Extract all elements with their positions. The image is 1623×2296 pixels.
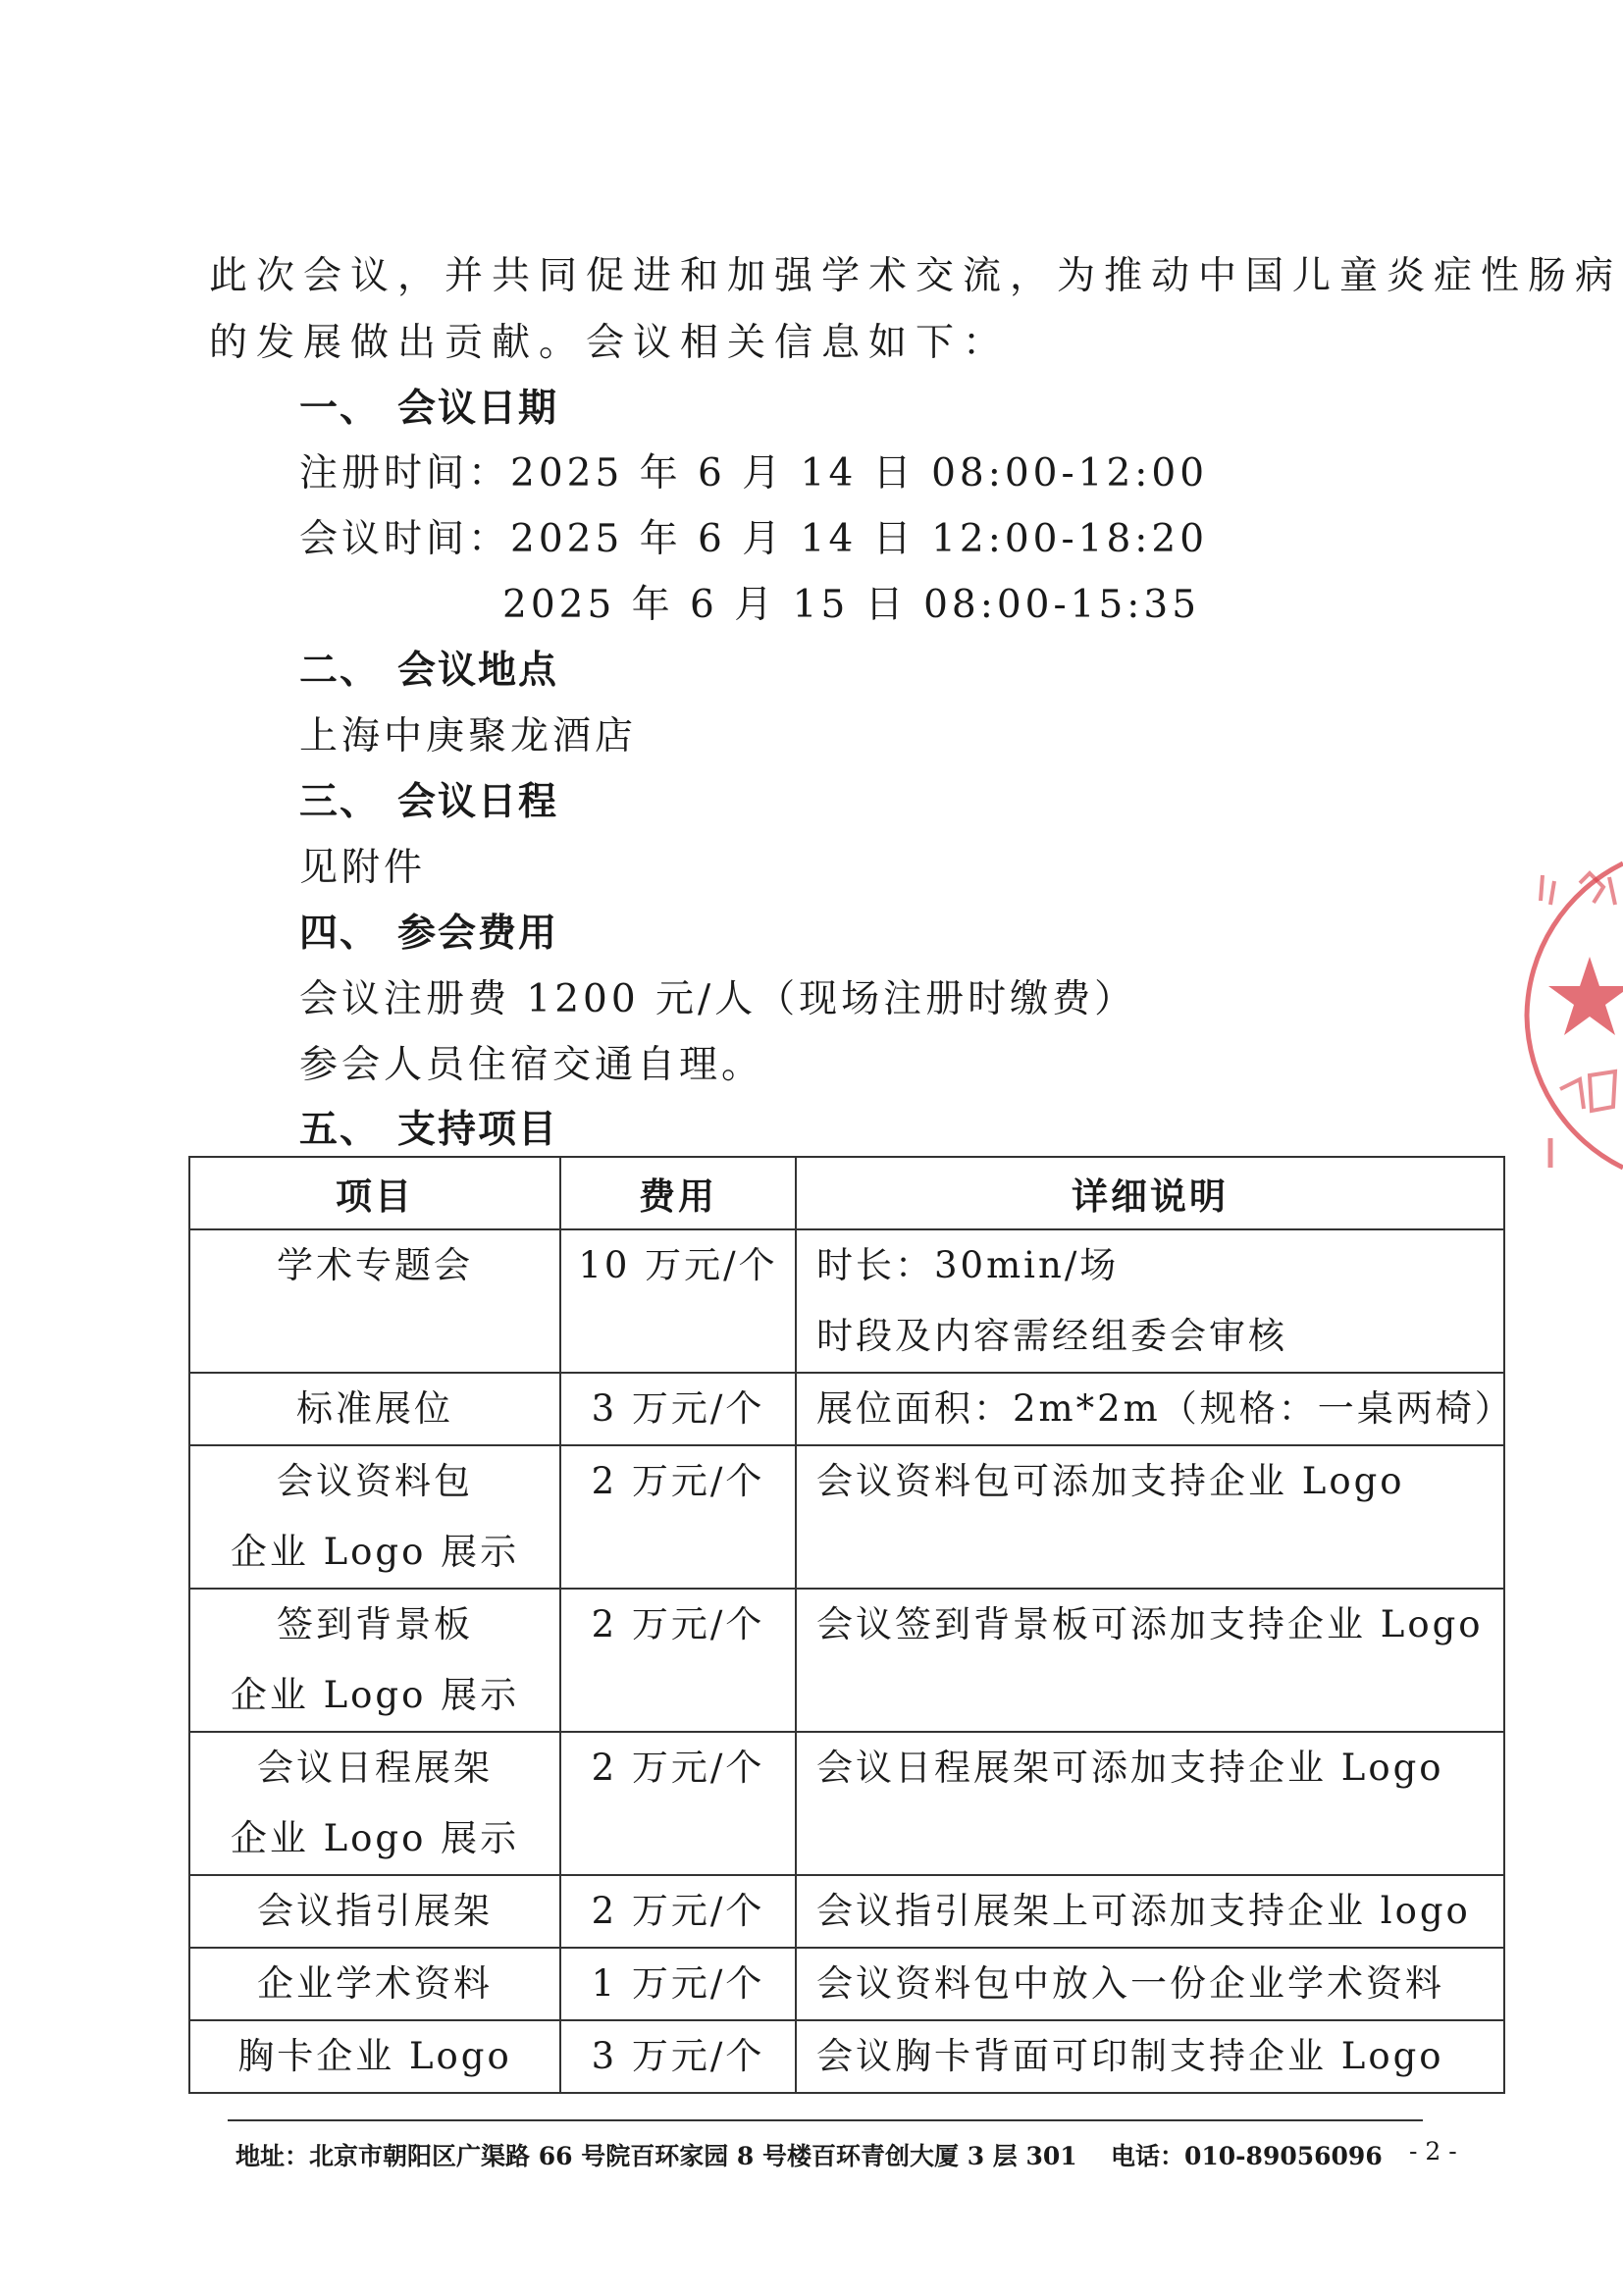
table-row [189, 1229, 1504, 1373]
description-cell [796, 1875, 1504, 1948]
description-cell [796, 1229, 1504, 1373]
footer-phone: 电话：010-89056096 [1111, 2142, 1383, 2170]
fee-value: 2 万元/个 [591, 1747, 765, 1789]
item-cell [189, 1948, 560, 2020]
section-number: 一、 [299, 387, 381, 431]
description-line: 会议指引展架上可添加支持企业 logo [816, 1890, 1471, 1932]
section-number: 二、 [299, 649, 381, 693]
page-number: - 2 - [1409, 2137, 1457, 2166]
item-cell [189, 1373, 560, 1445]
section-title: 参会费用 [397, 912, 559, 956]
description-line: 时段及内容需经组委会审核 [816, 1315, 1287, 1357]
fee-cell [560, 1445, 796, 1589]
footer-divider [228, 2119, 1423, 2121]
fee-line-2: 参会人员住宿交通自理。 [299, 1043, 764, 1087]
description-cell [796, 1948, 1504, 2020]
register-time: 注册时间：2025 年 6 月 14 日 08:00-12:00 [299, 451, 1209, 496]
section-title: 会议日期 [397, 387, 559, 431]
fee-cell [560, 1948, 796, 2020]
table-row [189, 1875, 1504, 1948]
item-name: 标准展位 [296, 1387, 453, 1430]
description-cell [796, 1732, 1504, 1875]
item-cell [189, 1875, 560, 1948]
item-name: 会议日程展架 [257, 1747, 493, 1789]
section-heading-dates [299, 387, 559, 431]
item-cell [189, 1732, 560, 1875]
fee-value: 3 万元/个 [591, 2035, 765, 2077]
section-number: 三、 [299, 780, 381, 824]
fee-cell [560, 1589, 796, 1732]
intro-line-2: 的发展做出贡献。会议相关信息如下： [209, 321, 1011, 365]
description-line: 会议日程展架可添加支持企业 Logo [816, 1747, 1444, 1789]
header-fee: 费用 [560, 1157, 796, 1229]
schedule-text: 见附件 [299, 846, 427, 890]
meeting-time-day1: 会议时间：2025 年 6 月 14 日 12:00-18:20 [299, 517, 1209, 561]
description-line: 会议资料包中放入一份企业学术资料 [816, 1962, 1444, 2005]
item-name: 企业 Logo 展示 [230, 1531, 520, 1573]
table-row [189, 1589, 1504, 1732]
description-line: 会议资料包可添加支持企业 Logo [816, 1460, 1405, 1502]
section-heading-schedule [299, 780, 559, 824]
fee-line-1: 会议注册费 1200 元/人（现场注册时缴费） [299, 977, 1137, 1021]
section-heading-venue [299, 649, 559, 693]
item-cell [189, 1589, 560, 1732]
item-name: 企业学术资料 [257, 1962, 493, 2005]
section-title: 支持项目 [397, 1108, 559, 1152]
fee-cell [560, 2020, 796, 2093]
section-heading-support [299, 1108, 559, 1152]
table-row [189, 1948, 1504, 2020]
item-name: 会议指引展架 [257, 1890, 493, 1932]
official-seal-stamp [1521, 844, 1623, 1187]
header-item: 项目 [189, 1157, 560, 1229]
item-cell [189, 1229, 560, 1373]
section-heading-fees [299, 912, 559, 956]
item-name: 签到背景板 [277, 1603, 473, 1645]
item-name: 企业 Logo 展示 [230, 1674, 520, 1716]
description-line: 会议胸卡背面可印制支持企业 Logo [816, 2035, 1444, 2077]
intro-line-1: 此次会议，并共同促进和加强学术交流，为推动中国儿童炎症性肠病 [209, 254, 1623, 298]
section-number: 五、 [299, 1108, 381, 1152]
fee-cell [560, 1732, 796, 1875]
fee-value: 1 万元/个 [591, 1962, 765, 2005]
description-line: 展位面积：2m*2m（规格：一桌两椅） [816, 1387, 1514, 1430]
item-name: 会议资料包 [277, 1460, 473, 1502]
footer-address: 地址：北京市朝阳区广渠路 66 号院百环家园 8 号楼百环青创大厦 3 层 301 [236, 2142, 1077, 2170]
section-title: 会议日程 [397, 780, 559, 824]
table-row [189, 2020, 1504, 2093]
fee-value: 10 万元/个 [578, 1244, 778, 1286]
fee-value: 2 万元/个 [591, 1460, 765, 1502]
venue-text: 上海中庚聚龙酒店 [299, 714, 638, 758]
item-name: 学术专题会 [277, 1244, 473, 1286]
fee-value: 2 万元/个 [591, 1890, 765, 1932]
meeting-time-day2: 2025 年 6 月 15 日 08:00-15:35 [502, 583, 1201, 627]
table-row [189, 1373, 1504, 1445]
item-cell [189, 1445, 560, 1589]
fee-value: 2 万元/个 [591, 1603, 765, 1645]
item-name: 胸卡企业 Logo [237, 2035, 512, 2077]
item-cell [189, 2020, 560, 2093]
description-cell [796, 1373, 1514, 1445]
header-description: 详细说明 [796, 1157, 1504, 1229]
description-cell [796, 1445, 1504, 1589]
fee-cell [560, 1229, 796, 1373]
description-cell [796, 1589, 1504, 1732]
item-name: 企业 Logo 展示 [230, 1817, 520, 1859]
description-cell [796, 2020, 1504, 2093]
description-line: 会议签到背景板可添加支持企业 Logo [816, 1603, 1484, 1645]
table-row [189, 1445, 1504, 1589]
star-icon [1548, 957, 1623, 1035]
table-header-row [189, 1157, 1504, 1229]
support-items-table [188, 1156, 1514, 2094]
table-row [189, 1732, 1504, 1875]
description-line: 时长：30min/场 [816, 1244, 1120, 1286]
fee-value: 3 万元/个 [591, 1387, 765, 1430]
section-title: 会议地点 [397, 649, 559, 693]
section-number: 四、 [299, 912, 381, 956]
fee-cell [560, 1373, 796, 1445]
fee-cell [560, 1875, 796, 1948]
